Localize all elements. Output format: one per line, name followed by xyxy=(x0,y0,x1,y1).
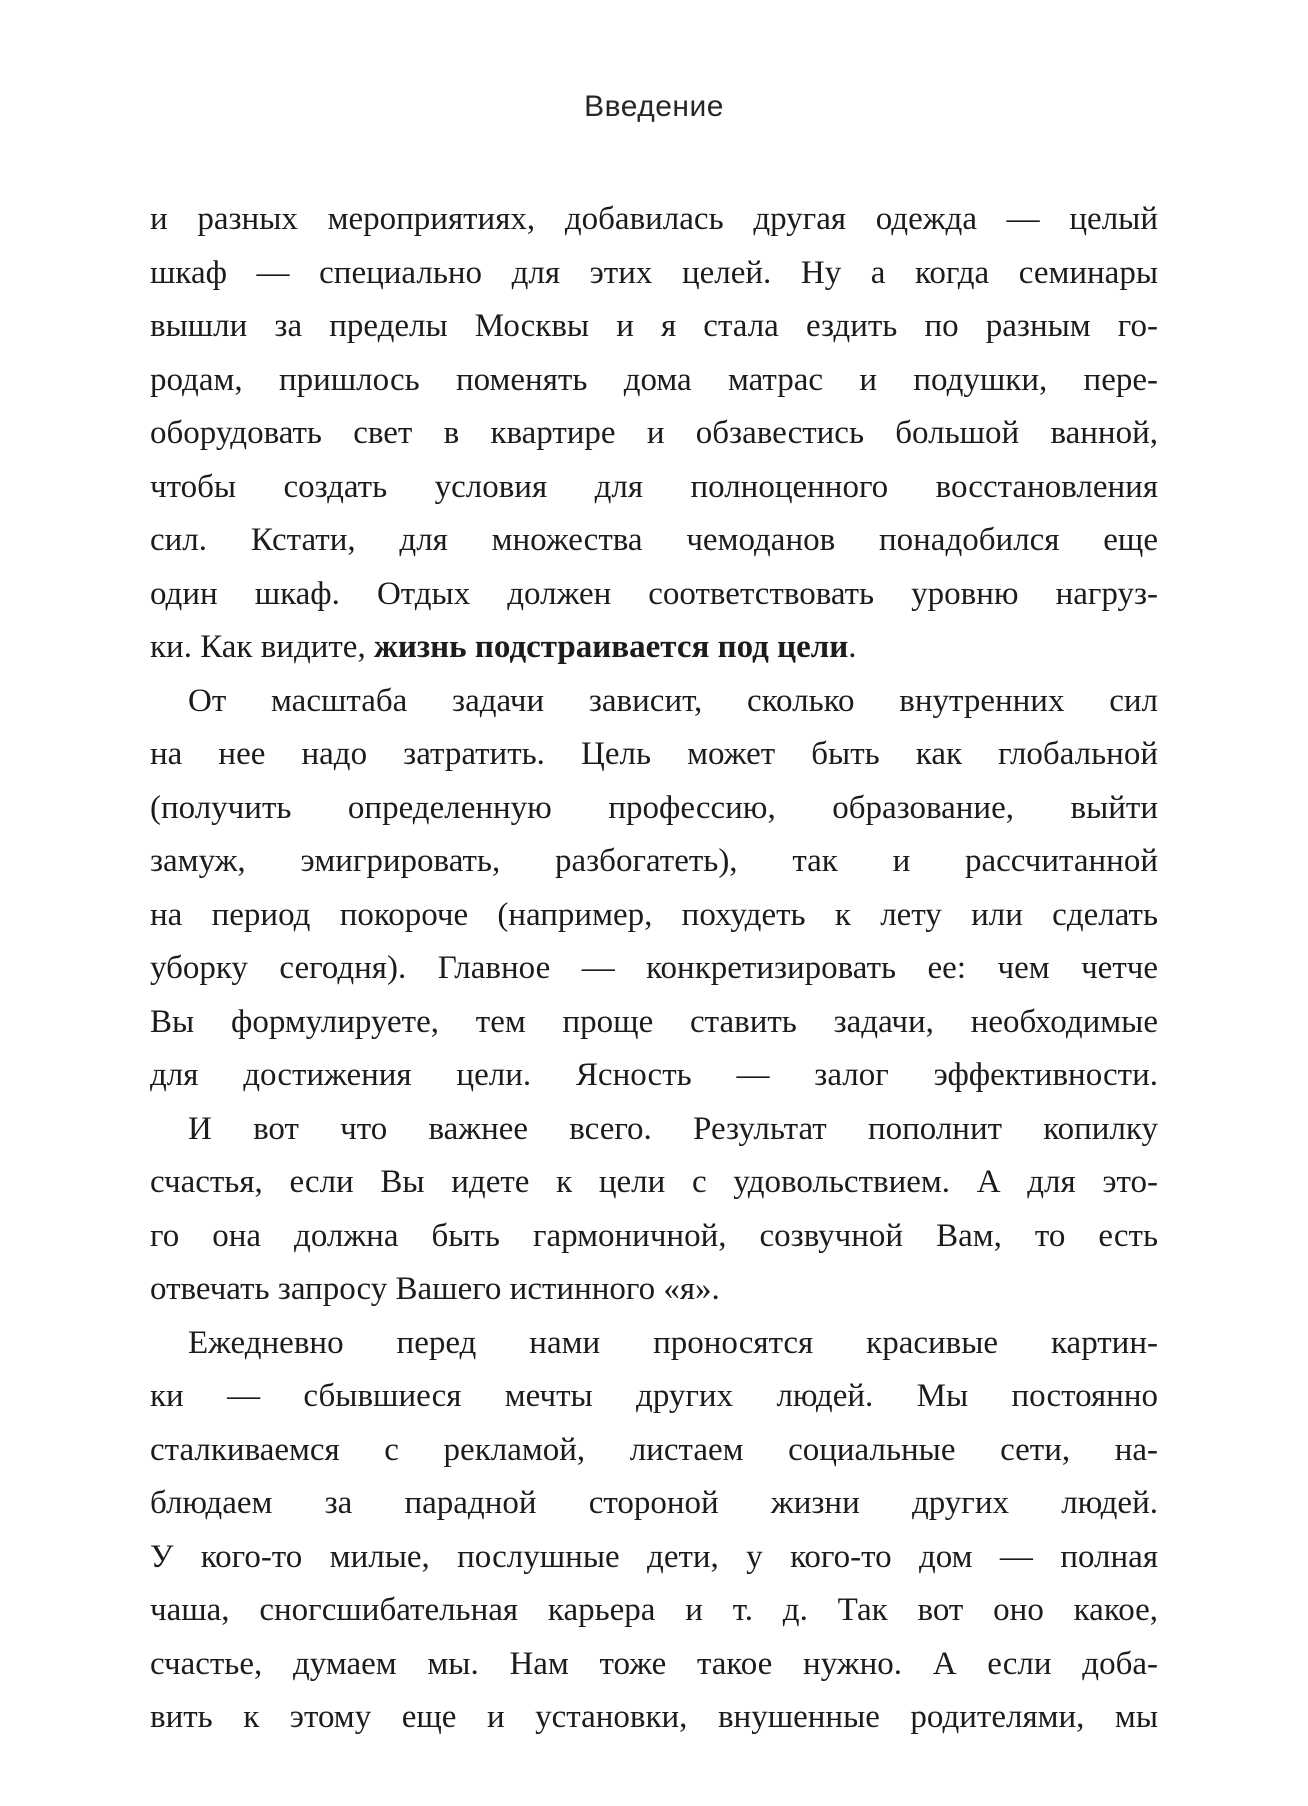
text-line xyxy=(150,1370,1158,1424)
bold-text: жизнь подстраивается под цели xyxy=(373,629,849,665)
text-line xyxy=(150,1049,1158,1103)
text-line xyxy=(150,996,1158,1050)
text-segment: У кого-то милые, послушные дети, у кого-то дом — полная xyxy=(150,1538,1158,1575)
text-line xyxy=(150,247,1158,301)
text-segment: на нее надо затратить. Цель может быть как глобальной xyxy=(150,736,1158,772)
chapter-title: Введение xyxy=(584,90,724,123)
text-segment: и разных мероприятиях, добавилась другая одежда — целый xyxy=(150,201,1158,237)
page-body xyxy=(150,193,1158,1745)
text-segment: От масштаба задачи зависит, сколько внутренних сил xyxy=(188,682,1158,719)
text-segment: Вы формулируете, тем проще ставить задачи, необходимые xyxy=(150,1003,1158,1040)
text-segment: оборудовать свет в квартире и обзавестись большой ванной, xyxy=(150,415,1158,451)
paragraph xyxy=(150,193,1158,675)
text-segment: один шкаф. Отдых должен соответствовать уровню нагруз- xyxy=(150,575,1158,612)
text-segment: ки — сбывшиеся мечты других людей. Мы постоянно xyxy=(150,1378,1158,1414)
text-segment: замуж, эмигрировать, разбогатеть), так и рассчитанной xyxy=(150,843,1158,879)
text-line xyxy=(150,407,1158,461)
text-segment: чтобы создать условия для полноценного восстановления xyxy=(150,468,1158,505)
text-line xyxy=(150,514,1158,568)
paragraph xyxy=(150,675,1158,1103)
text-line xyxy=(150,1531,1158,1585)
text-line xyxy=(150,835,1158,889)
text-line xyxy=(150,1317,1158,1371)
text-line xyxy=(150,300,1158,354)
text-segment: ки. Как видите, xyxy=(150,629,374,665)
text-line xyxy=(150,1103,1158,1157)
text-segment: счастье, думаем мы. Нам тоже такое нужно. А если доба- xyxy=(150,1645,1158,1682)
text-line xyxy=(150,354,1158,408)
text-line xyxy=(150,1424,1158,1478)
text-line xyxy=(150,193,1158,247)
text-line xyxy=(150,782,1158,836)
text-segment: родам, пришлось поменять дома матрас и подушки, пере- xyxy=(150,361,1158,398)
text-segment: вить к этому еще и установки, внушенные родителями, мы xyxy=(150,1699,1158,1735)
text-segment: на период покороче (например, похудеть к лету или сделать xyxy=(150,896,1158,933)
text-segment: уборку сегодня). Главное — конкретизировать ее: чем четче xyxy=(150,950,1158,986)
text-segment: вышли за пределы Москвы и я стала ездить по разным го- xyxy=(150,308,1158,344)
text-line xyxy=(150,568,1158,622)
text-line xyxy=(150,621,1158,675)
text-segment: го она должна быть гармоничной, созвучной Вам, то есть xyxy=(150,1217,1158,1254)
text-segment: счастья, если Вы идете к цели с удовольствием. А для это- xyxy=(150,1164,1158,1200)
text-segment: . xyxy=(848,629,857,665)
text-segment: сталкиваемся с рекламой, листаем социальные сети, на- xyxy=(150,1431,1158,1468)
text-segment: шкаф — специально для этих целей. Ну а когда семинары xyxy=(150,254,1158,291)
text-line xyxy=(150,461,1158,515)
text-segment: сил. Кстати, для множества чемоданов понадобился еще xyxy=(150,522,1158,558)
text-segment: блюдаем за парадной стороной жизни других людей. xyxy=(150,1485,1158,1521)
text-line xyxy=(150,942,1158,996)
text-segment: чаша, сногсшибательная карьера и т. д. Так вот оно какое, xyxy=(150,1592,1158,1628)
text-line xyxy=(150,889,1158,943)
text-line xyxy=(150,1584,1158,1638)
text-line xyxy=(150,1210,1158,1264)
text-line xyxy=(150,1691,1158,1745)
text-segment: отвечать запросу Вашего истинного «я». xyxy=(150,1271,720,1307)
text-line xyxy=(150,1477,1158,1531)
text-segment: Ежедневно перед нами проносятся красивые картин- xyxy=(188,1324,1158,1361)
text-line xyxy=(150,728,1158,782)
paragraph xyxy=(150,1103,1158,1317)
text-line xyxy=(150,675,1158,729)
text-segment: И вот что важнее всего. Результат пополнит копилку xyxy=(188,1110,1158,1147)
text-segment: (получить определенную профессию, образование, выйти xyxy=(150,789,1158,826)
text-line xyxy=(150,1156,1158,1210)
text-line xyxy=(150,1638,1158,1692)
text-segment: для достижения цели. Ясность — залог эффективности. xyxy=(150,1057,1158,1093)
paragraph xyxy=(150,1317,1158,1745)
text-line xyxy=(150,1263,1158,1317)
